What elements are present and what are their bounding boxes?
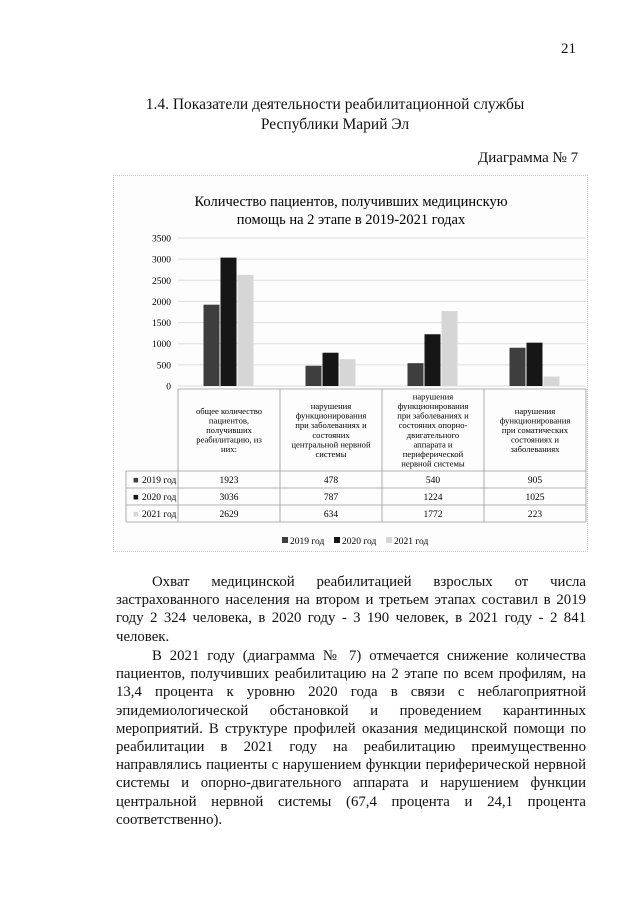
y-tick-label: 500 xyxy=(156,361,171,372)
category-label: общее количество xyxy=(195,405,263,416)
page-number: 21 xyxy=(561,41,576,57)
table-cell-value: 2629 xyxy=(219,510,239,520)
legend-swatch xyxy=(282,537,288,543)
table-cell-value: 634 xyxy=(323,510,339,520)
table-row-label: 2019 год xyxy=(142,476,177,486)
paragraph-2 xyxy=(116,647,586,829)
y-tick-label: 0 xyxy=(166,382,171,393)
bar-2019-год xyxy=(204,305,220,386)
table-cell-value: 1224 xyxy=(423,493,443,503)
bar-2021-год xyxy=(238,275,254,386)
legend-label: 2019 год xyxy=(290,537,325,547)
table-cell-value: 1772 xyxy=(423,510,443,520)
y-tick-label: 1500 xyxy=(152,319,171,330)
bar-2019-год xyxy=(510,348,526,386)
category-label: функционирования xyxy=(397,401,469,411)
y-tick-label: 3500 xyxy=(152,234,171,245)
category-label: двигательного xyxy=(406,429,460,440)
category-label: состояниях и xyxy=(510,434,560,445)
table-row-marker: ■ xyxy=(133,510,139,520)
table-row-marker: ■ xyxy=(133,493,139,503)
category-label: при заболеваниях и xyxy=(397,410,469,421)
category-label: заболеваниях xyxy=(510,444,560,455)
heading-line-2: Республики Марий Эл xyxy=(260,116,410,133)
category-label: нарушения xyxy=(310,401,352,411)
diagram-label: Диаграмма № 7 xyxy=(478,150,579,166)
table-cell-value: 1923 xyxy=(219,476,239,486)
y-tick-label: 2500 xyxy=(152,276,171,287)
category-label: них: xyxy=(221,444,237,455)
paragraph-2-text: В 2021 году (диаграмма № 7) отмечается снижение количества пациентов, получивших реабилитацию на 2 этапе по всем профилям, на 13,4 процента к уровню 2020 года в связи с неблагоприятной эпидемиологической обстановкой и проведением карантинных мероприятий. В структуре профилей оказания медицинской помощи по реабилитации в 2021 году на реабилитацию преимущественно направлялись пациенты с нарушением функции периферической нервной системы и опорно-двигательного аппарата и нарушением функции центральной нервной системы (67,4 процента и 24,1 процента соответственно). xyxy=(116,648,586,828)
table-cell-value: 3036 xyxy=(219,493,239,503)
bar-chart xyxy=(114,176,587,551)
bar-2019-год xyxy=(408,363,424,386)
category-label: при заболеваниях и xyxy=(295,420,367,431)
category-label: центральной нервной xyxy=(291,439,371,450)
table-cell-value: 1025 xyxy=(525,493,545,503)
bar-2020-год xyxy=(425,334,441,386)
table-row-label: 2021 год xyxy=(142,510,177,520)
category-label: состояних опорно- xyxy=(398,420,468,431)
section-heading xyxy=(120,95,550,135)
y-tick-label: 1000 xyxy=(152,340,171,351)
paragraph-1 xyxy=(116,573,586,646)
bar-2021-год xyxy=(544,377,560,386)
bar-2020-год xyxy=(527,343,543,386)
table-cell-value: 223 xyxy=(527,510,543,520)
category-label: получивших xyxy=(206,425,252,435)
bar-2020-год xyxy=(323,353,339,386)
category-label: нарушения xyxy=(412,391,454,402)
category-label: пациентов, xyxy=(208,415,250,426)
table-row-marker: ■ xyxy=(133,476,139,486)
legend-swatch xyxy=(334,537,340,543)
y-tick-label: 3000 xyxy=(152,255,171,266)
table-cell-value: 540 xyxy=(425,476,441,486)
category-label: нарушения xyxy=(514,405,556,416)
category-label: системы xyxy=(315,449,347,459)
category-label: аппарата и xyxy=(413,439,453,450)
chart-title-line-1: Количество пациентов, получивших медицинскую xyxy=(194,194,508,210)
legend-label: 2020 год xyxy=(342,537,377,547)
category-label: при соматических xyxy=(501,425,569,435)
category-label: функционирования xyxy=(295,410,367,421)
category-label: нервной системы xyxy=(401,458,465,469)
legend-label: 2021 год xyxy=(394,537,429,547)
chart-title-line-2: помощь на 2 этапе в 2019-2021 годах xyxy=(236,212,466,228)
paragraph-1-text: Охват медицинской реабилитацией взрослых от числа застрахованного населения на втором и третьем этапах составил в 2019 году 2 324 человека, в 2020 году - 3 190 человек, в 2021 году - 2 841 человек. xyxy=(116,574,586,645)
bar-2020-год xyxy=(221,258,237,386)
table-cell-value: 905 xyxy=(527,476,543,486)
category-label: функционирования xyxy=(499,415,571,426)
bar-2021-год xyxy=(442,311,458,386)
bar-2021-год xyxy=(340,359,356,386)
table-cell-value: 478 xyxy=(323,476,339,486)
category-label: периферической xyxy=(402,449,464,459)
chart-container xyxy=(113,175,588,552)
table-cell-value: 787 xyxy=(323,493,339,503)
bar-2019-год xyxy=(306,366,322,386)
legend-swatch xyxy=(386,537,392,543)
category-label: состояних xyxy=(312,429,350,440)
category-label: реабилитацию, из xyxy=(196,434,262,445)
table-row-label: 2020 год xyxy=(142,493,177,503)
heading-line-1: 1.4. Показатели деятельности реабилитационной службы xyxy=(145,96,525,113)
y-tick-label: 2000 xyxy=(152,297,171,308)
